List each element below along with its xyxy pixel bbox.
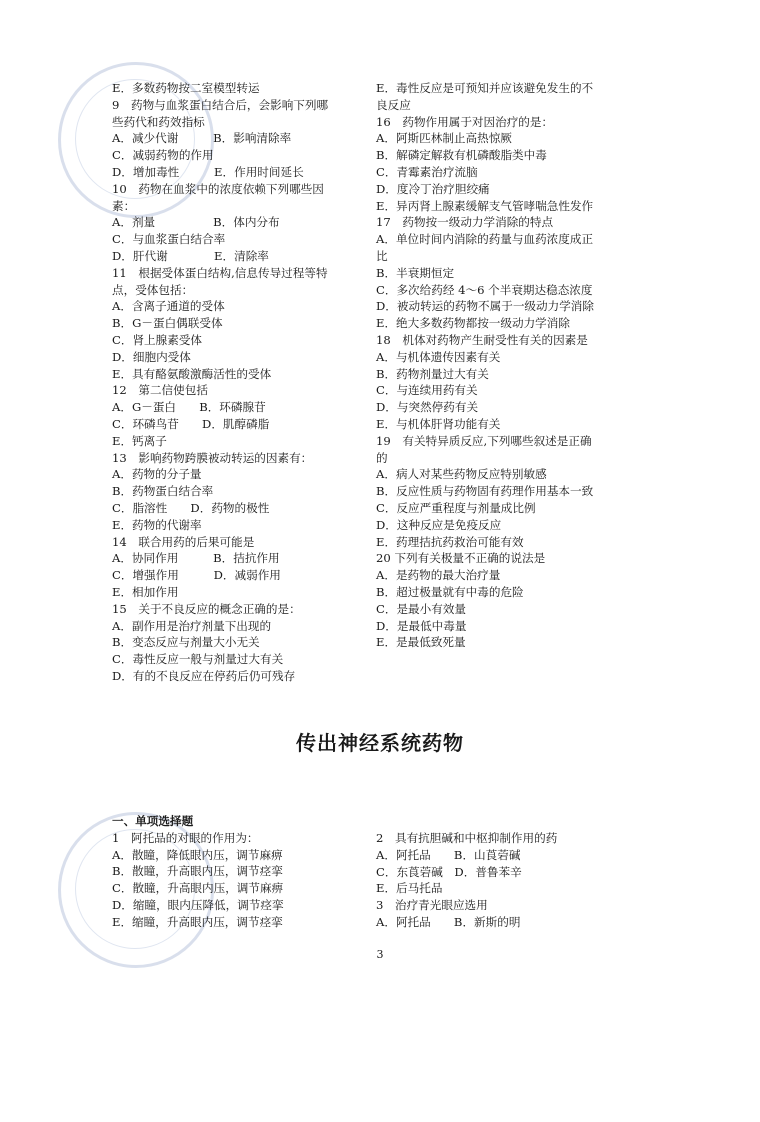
text-line: 15 关于不良反应的概念正确的是： bbox=[112, 601, 301, 616]
text-line: E．毒性反应是可预知并应该避免发生的不 bbox=[376, 81, 594, 95]
text-line: 良反应 bbox=[376, 97, 411, 112]
text-line: E．具有酪氨酸激酶活性的受体 bbox=[112, 366, 272, 381]
text-line: C．肾上腺素受体 bbox=[112, 332, 203, 347]
text-line: 1 阿托品的对眼的作用为： bbox=[112, 830, 259, 845]
question-lines bbox=[112, 830, 362, 931]
text-line: 16 药物作用属于对因治疗的是： bbox=[376, 114, 554, 129]
text-line: E．异丙肾上腺素缓解支气管哮喘急性发作 bbox=[376, 198, 594, 213]
text-line: C．与连续用药有关 bbox=[376, 383, 478, 398]
text-line: 10 药物在血浆中的浓度依赖下列哪些因 bbox=[112, 181, 324, 196]
text-line: E．是最低致死量 bbox=[376, 635, 466, 650]
text-line: D．缩瞳，眼内压降低，调节痉挛 bbox=[112, 897, 284, 912]
text-line: C．环磷鸟苷 D．肌醇磷脂 bbox=[112, 416, 270, 431]
text-line: E．钙离子 bbox=[112, 433, 167, 448]
text-line: D．这种反应是免疫反应 bbox=[376, 517, 502, 532]
text-line: C．散瞳，升高眼内压，调节麻痹 bbox=[112, 881, 284, 896]
left-column-top bbox=[112, 80, 362, 685]
text-line: A．与机体遗传因素有关 bbox=[376, 349, 501, 364]
text-line: D．有的不良反应在停药后仍可残存 bbox=[112, 668, 296, 683]
text-line: E．药物的代谢率 bbox=[112, 517, 202, 532]
text-line: A．阿托品 B．新斯的明 bbox=[376, 914, 521, 929]
text-line: A．阿斯匹林制止高热惊厥 bbox=[376, 131, 512, 146]
text-line: A．协同作用 B．拮抗作用 bbox=[112, 551, 280, 566]
text-line: A．药物的分子量 bbox=[112, 467, 202, 482]
right-column-bottom bbox=[376, 830, 626, 931]
section-heading: 一、单项选择题 bbox=[112, 814, 194, 828]
text-line: 素： bbox=[112, 198, 136, 213]
text-line: A．剂量 B．体内分布 bbox=[112, 215, 280, 230]
text-line: D．是最低中毒量 bbox=[376, 618, 467, 633]
text-line: 比 bbox=[376, 248, 388, 263]
page-number: 3 bbox=[376, 948, 384, 961]
text-line: C．与血浆蛋白结合率 bbox=[112, 232, 226, 247]
text-line: E．相加作用 bbox=[112, 584, 179, 599]
text-line: C．脂溶性 D．药物的极性 bbox=[112, 500, 270, 515]
text-line: 3 治疗青光眼应选用 bbox=[376, 898, 488, 913]
text-line: A．散瞳，降低眼内压，调节麻痹 bbox=[112, 847, 283, 862]
text-line: 13 影响药物跨膜被动转运的因素有： bbox=[112, 450, 313, 465]
text-line: B．药物蛋白结合率 bbox=[112, 484, 214, 499]
text-line: B．超过极量就有中毒的危险 bbox=[376, 584, 524, 599]
text-line: A．副作用是治疗剂量下出现的 bbox=[112, 618, 272, 633]
text-line: B．变态反应与剂量大小无关 bbox=[112, 635, 260, 650]
right-column-top bbox=[376, 80, 626, 651]
text-line: 的 bbox=[376, 450, 388, 465]
text-line: A．阿托品 B．山莨菪碱 bbox=[376, 847, 521, 862]
text-line: 12 第二信使包括 bbox=[112, 383, 208, 398]
text-line: 些药代和药效指标 bbox=[112, 114, 205, 129]
text-line: D．被动转运的药物不属于一级动力学消除 bbox=[376, 299, 594, 314]
text-line: 点，受体包括： bbox=[112, 282, 194, 297]
text-line: C．青霉素治疗流脑 bbox=[376, 164, 478, 179]
text-line: 18 机体对药物产生耐受性有关的因素是 bbox=[376, 332, 588, 347]
left-column-bottom bbox=[112, 813, 362, 931]
text-line: 11 根据受体蛋白结构,信息传导过程等特 bbox=[112, 265, 328, 280]
text-line: D．细胞内受体 bbox=[112, 349, 191, 364]
text-line: B．半衰期恒定 bbox=[376, 265, 455, 280]
text-line: D．增加毒性 E．作用时间延长 bbox=[112, 164, 304, 179]
text-line: B．反应性质与药物固有药理作用基本一致 bbox=[376, 484, 594, 499]
text-line: C．增强作用 D．减弱作用 bbox=[112, 568, 281, 583]
text-line: 2 具有抗胆碱和中枢抑制作用的药 bbox=[376, 831, 558, 845]
text-line: 14 联合用药的后果可能是 bbox=[112, 534, 255, 549]
text-line: A．病人对某些药物反应特别敏感 bbox=[376, 467, 547, 482]
text-line: A．减少代谢 B．影响清除率 bbox=[112, 131, 292, 146]
text-line: D．与突然停药有关 bbox=[376, 400, 479, 415]
text-line: E．药理拮抗药救治可能有效 bbox=[376, 534, 524, 549]
text-line: A．G－蛋白 B．环磷腺苷 bbox=[112, 400, 266, 415]
text-line: C．反应严重程度与剂量成比例 bbox=[376, 500, 536, 515]
text-line: A．是药物的最大治疗量 bbox=[376, 568, 501, 583]
text-line: C．东莨菪碱 D．普鲁苯辛 bbox=[376, 864, 522, 879]
text-line: E．后马托品 bbox=[376, 881, 443, 896]
text-line: A．含离子通道的受体 bbox=[112, 299, 225, 314]
text-line: 17 药物按一级动力学消除的特点 bbox=[376, 215, 554, 230]
section-title: 传出神经系统药物 bbox=[296, 731, 464, 755]
text-line: B．散瞳，升高眼内压，调节痉挛 bbox=[112, 864, 283, 879]
text-line: C．多次给药经 4～6 个半衰期达稳态浓度 bbox=[376, 282, 593, 297]
text-line: B．G－蛋白偶联受体 bbox=[112, 316, 223, 331]
text-line: A．单位时间内消除的药量与血药浓度成正 bbox=[376, 232, 594, 247]
text-line: C．减弱药物的作用 bbox=[112, 148, 214, 163]
text-line: E．多数药物按二室模型转运 bbox=[112, 81, 260, 95]
text-line: E．缩瞳，升高眼内压，调节痉挛 bbox=[112, 914, 283, 929]
text-line: 20 下列有关极量不正确的说法是 bbox=[376, 551, 546, 566]
text-line: 19 有关特异质反应,下列哪些叙述是正确 bbox=[376, 433, 592, 448]
text-line: D．度冷丁治疗胆绞痛 bbox=[376, 181, 490, 196]
text-line: C．毒性反应一般与剂量过大有关 bbox=[112, 652, 284, 667]
text-line: B．解磷定解救有机磷酸脂类中毒 bbox=[376, 148, 547, 163]
text-line: E．绝大多数药物都按一级动力学消除 bbox=[376, 316, 570, 331]
text-line: B．药物剂量过大有关 bbox=[376, 366, 489, 381]
text-line: D．肝代谢 E．清除率 bbox=[112, 248, 269, 263]
text-line: 9 药物与血浆蛋白结合后，会影响下列哪 bbox=[112, 97, 329, 112]
text-line: C．是最小有效量 bbox=[376, 601, 467, 616]
text-line: E．与机体肝肾功能有关 bbox=[376, 416, 501, 431]
